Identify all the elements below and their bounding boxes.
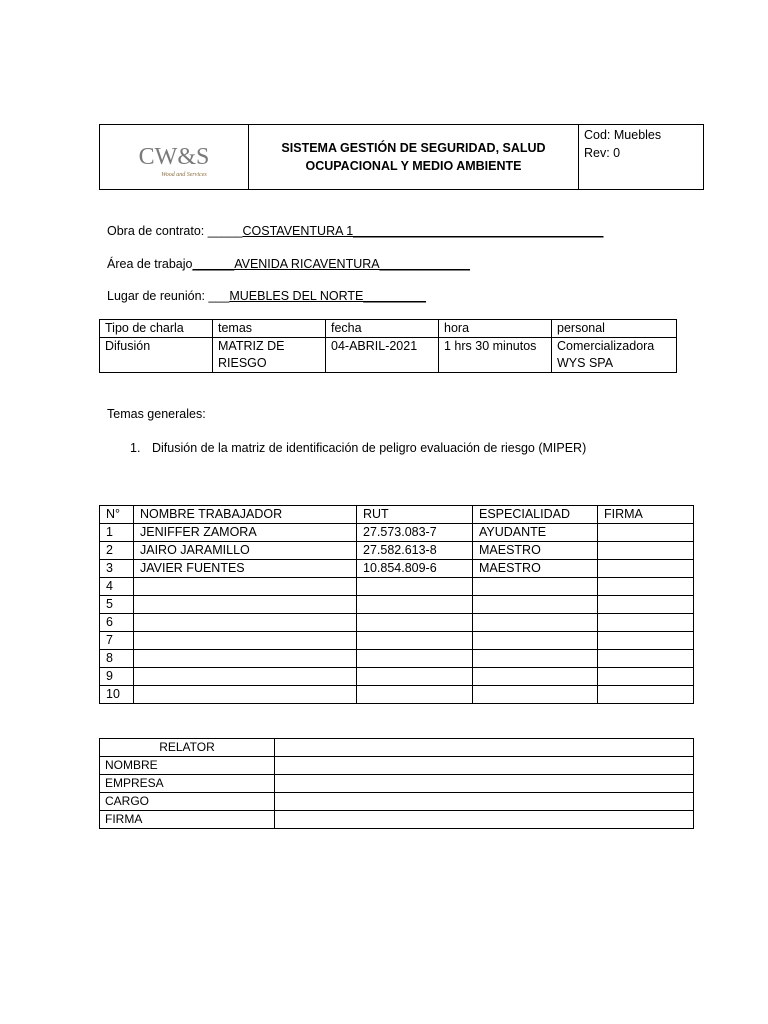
document-title: SISTEMA GESTIÓN DE SEGURIDAD, SALUD OCUPACIONAL Y MEDIO AMBIENTE: [249, 125, 579, 190]
cell-n: 5: [100, 596, 134, 614]
relator-label: FIRMA: [100, 811, 275, 829]
cell-especialidad: [473, 596, 598, 614]
cell-rut: 27.582.613-8: [357, 542, 473, 560]
relator-label: CARGO: [100, 793, 275, 811]
cell-firma: [598, 560, 694, 578]
cell-nombre: JENIFFER ZAMORA: [134, 524, 357, 542]
table-row: [100, 524, 694, 542]
field-obra-contrato: Obra de contrato: _____COSTAVENTURA 1____________________________________: [107, 224, 604, 238]
table-row: [100, 560, 694, 578]
cell-n: 1: [100, 524, 134, 542]
cell-especialidad: [473, 668, 598, 686]
cell-firma: [598, 596, 694, 614]
cell-especialidad: [473, 650, 598, 668]
cell-n: 8: [100, 650, 134, 668]
cell-nombre: [134, 668, 357, 686]
table-row: [100, 596, 694, 614]
workers-table: [99, 505, 694, 704]
relator-value: [275, 775, 694, 793]
cell-especialidad: [473, 632, 598, 650]
table-header-row: Tipo de charla temas fecha hora personal: [100, 320, 677, 338]
cell-firma: [598, 686, 694, 704]
cell-firma: [598, 542, 694, 560]
cell-firma: [598, 668, 694, 686]
table-row: [100, 686, 694, 704]
field-area-trabajo: Área de trabajo______AVENIDA RICAVENTURA_____________: [107, 257, 470, 271]
cell-n: 3: [100, 560, 134, 578]
cell-nombre: [134, 578, 357, 596]
charla-table: [99, 319, 677, 373]
cell-nombre: [134, 614, 357, 632]
company-logo: [114, 140, 234, 180]
table-row: [100, 793, 694, 811]
list-item: 1. Difusión de la matriz de identificación de peligro evaluación de riesgo (MIPER): [130, 441, 587, 455]
table-row: [100, 757, 694, 775]
cell-firma: [598, 524, 694, 542]
relator-label: NOMBRE: [100, 757, 275, 775]
cell-rut: [357, 632, 473, 650]
cell-firma: [598, 578, 694, 596]
table-row: [100, 811, 694, 829]
field-lugar-reunion: Lugar de reunión: ___MUEBLES DEL NORTE_________: [107, 289, 426, 303]
cell-nombre: JAIRO JARAMILLO: [134, 542, 357, 560]
cell-n: 4: [100, 578, 134, 596]
table-row: [100, 650, 694, 668]
svg-text:CW&S: CW&S: [138, 144, 210, 170]
cell-especialidad: AYUDANTE: [473, 524, 598, 542]
cell-especialidad: [473, 578, 598, 596]
cell-nombre: JAVIER FUENTES: [134, 560, 357, 578]
cell-firma: [598, 632, 694, 650]
cell-rut: 10.854.809-6: [357, 560, 473, 578]
svg-text:Wood and Services: Wood and Services: [161, 172, 207, 178]
table-row: [100, 542, 694, 560]
relator-table: [99, 738, 694, 829]
cell-rut: 27.573.083-7: [357, 524, 473, 542]
relator-value: [275, 757, 694, 775]
cell-n: 6: [100, 614, 134, 632]
table-row: [100, 668, 694, 686]
cell-nombre: [134, 596, 357, 614]
cell-rut: [357, 578, 473, 596]
table-row: [100, 632, 694, 650]
cell-n: 2: [100, 542, 134, 560]
cell-rut: [357, 668, 473, 686]
table-row: [100, 614, 694, 632]
cell-nombre: [134, 650, 357, 668]
cell-n: 7: [100, 632, 134, 650]
relator-value: [275, 811, 694, 829]
document-header: [99, 124, 704, 190]
relator-label: EMPRESA: [100, 775, 275, 793]
cell-n: 9: [100, 668, 134, 686]
table-header-row: N° NOMBRE TRABAJADOR RUT ESPECIALIDAD FIRMA: [100, 506, 694, 524]
cell-n: 10: [100, 686, 134, 704]
cell-nombre: [134, 686, 357, 704]
cell-firma: [598, 614, 694, 632]
relator-value: [275, 793, 694, 811]
cell-nombre: [134, 632, 357, 650]
cell-especialidad: MAESTRO: [473, 542, 598, 560]
cell-especialidad: MAESTRO: [473, 560, 598, 578]
table-header-row: RELATOR: [100, 739, 694, 757]
logo-cell: [100, 125, 249, 190]
cell-rut: [357, 686, 473, 704]
cell-firma: [598, 650, 694, 668]
document-code: Cod: Muebles Rev: 0: [579, 125, 704, 190]
table-row: [100, 578, 694, 596]
table-row: [100, 775, 694, 793]
cell-rut: [357, 614, 473, 632]
cell-especialidad: [473, 686, 598, 704]
topics-label: Temas generales:: [107, 407, 206, 421]
cell-rut: [357, 650, 473, 668]
cell-especialidad: [473, 614, 598, 632]
table-row: Difusión MATRIZ DE RIESGO 04-ABRIL-2021 1 hrs 30 minutos Comercializadora WYS SPA: [100, 338, 677, 373]
cell-rut: [357, 596, 473, 614]
